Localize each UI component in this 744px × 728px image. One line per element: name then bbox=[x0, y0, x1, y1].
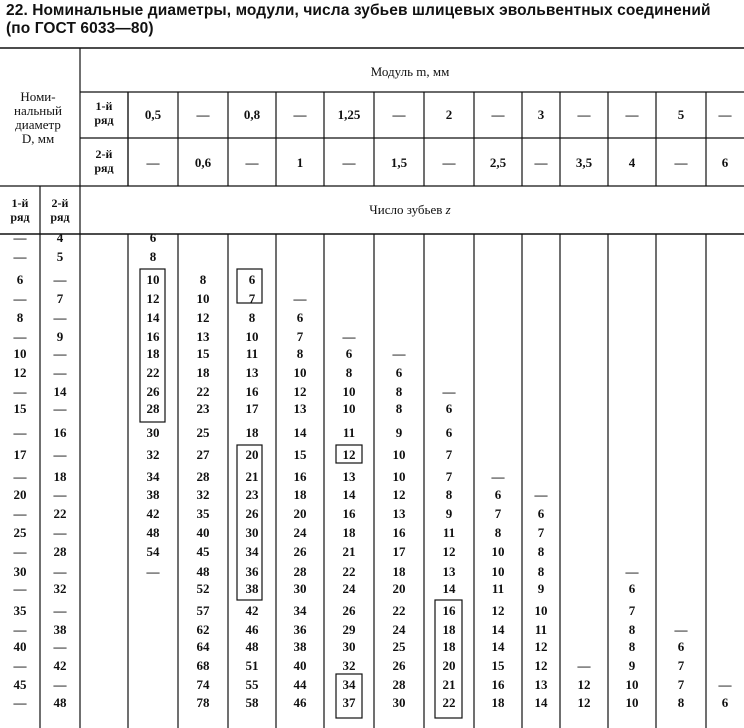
teeth-count: 8 bbox=[345, 365, 353, 380]
teeth-count: 7 bbox=[494, 506, 502, 521]
teeth-count: 10 bbox=[534, 603, 548, 618]
nominal-diameter-label: Номи- bbox=[20, 89, 56, 104]
teeth-count: 25 bbox=[196, 425, 210, 440]
teeth-count: 7 bbox=[628, 603, 636, 618]
teeth-count: 27 bbox=[196, 447, 210, 462]
diameter-series2: — bbox=[53, 346, 67, 361]
diameter-series1: 25 bbox=[13, 525, 27, 540]
teeth-count: 21 bbox=[245, 469, 259, 484]
module-row1-value: 1,25 bbox=[337, 107, 361, 122]
teeth-count: 6 bbox=[445, 401, 453, 416]
module-row1-value: — bbox=[196, 107, 210, 122]
teeth-count: 16 bbox=[342, 506, 356, 521]
diameter-series1: 12 bbox=[13, 365, 27, 380]
teeth-count: 42 bbox=[245, 603, 259, 618]
teeth-count: 15 bbox=[293, 447, 307, 462]
teeth-count: 18 bbox=[146, 346, 160, 361]
diameter-series2: — bbox=[53, 677, 67, 692]
teeth-count: 13 bbox=[442, 564, 456, 579]
teeth-count: 32 bbox=[342, 658, 356, 673]
nominal-diameter-label: D, мм bbox=[21, 131, 55, 146]
diameter-series2: 14 bbox=[53, 384, 67, 399]
teeth-count: — bbox=[674, 622, 688, 637]
teeth-count: 10 bbox=[392, 469, 406, 484]
teeth-count: 18 bbox=[245, 425, 259, 440]
teeth-count: 12 bbox=[342, 447, 356, 462]
teeth-count: 48 bbox=[146, 525, 160, 540]
teeth-count: 16 bbox=[146, 329, 160, 344]
teeth-count: 18 bbox=[293, 487, 307, 502]
teeth-count: 11 bbox=[491, 581, 505, 596]
module-row2-value: 6 bbox=[721, 155, 729, 170]
teeth-count: 20 bbox=[392, 581, 406, 596]
nominal-diameter-label: нальный bbox=[14, 103, 62, 118]
teeth-count: 30 bbox=[342, 639, 356, 654]
teeth-count: 44 bbox=[293, 677, 307, 692]
teeth-count: 28 bbox=[196, 469, 210, 484]
teeth-count: 7 bbox=[296, 329, 304, 344]
teeth-count: 54 bbox=[146, 544, 160, 559]
diameter-series2: 4 bbox=[56, 230, 64, 245]
teeth-count: 10 bbox=[293, 365, 307, 380]
teeth-count: 8 bbox=[628, 622, 636, 637]
teeth-count: 35 bbox=[196, 506, 210, 521]
series2-label: 2-й bbox=[51, 196, 69, 210]
teeth-count: 29 bbox=[342, 622, 356, 637]
teeth-count: 6 bbox=[721, 695, 729, 710]
module-row2-value: 1,5 bbox=[390, 155, 408, 170]
teeth-count: 68 bbox=[196, 658, 210, 673]
teeth-count: 16 bbox=[245, 384, 259, 399]
teeth-count: 8 bbox=[445, 487, 453, 502]
teeth-count: 64 bbox=[196, 639, 210, 654]
teeth-count: 6 bbox=[494, 487, 502, 502]
teeth-count: 30 bbox=[293, 581, 307, 596]
teeth-count: 8 bbox=[149, 249, 157, 264]
teeth-count: 11 bbox=[534, 622, 548, 637]
diameter-series2: — bbox=[53, 365, 67, 380]
teeth-count: 16 bbox=[392, 525, 406, 540]
teeth-count: 13 bbox=[534, 677, 548, 692]
teeth-count: 10 bbox=[392, 447, 406, 462]
diameter-series1: 10 bbox=[13, 346, 27, 361]
teeth-count: 12 bbox=[196, 310, 210, 325]
teeth-count-label: Число зубьев z bbox=[369, 202, 451, 217]
diameter-series2: 7 bbox=[56, 291, 64, 306]
teeth-count: 26 bbox=[342, 603, 356, 618]
teeth-count: 32 bbox=[146, 447, 160, 462]
teeth-count: 38 bbox=[245, 581, 259, 596]
teeth-count: — bbox=[392, 346, 406, 361]
teeth-count: 26 bbox=[293, 544, 307, 559]
teeth-count: 30 bbox=[146, 425, 160, 440]
teeth-count: — bbox=[577, 658, 591, 673]
teeth-count: 74 bbox=[196, 677, 210, 692]
module-row1-value: 2 bbox=[445, 107, 453, 122]
teeth-count: 14 bbox=[442, 581, 456, 596]
teeth-count: 21 bbox=[442, 677, 456, 692]
teeth-count: 7 bbox=[445, 447, 453, 462]
diameter-series1: 8 bbox=[16, 310, 24, 325]
teeth-count: 48 bbox=[196, 564, 210, 579]
row2-label: 2-й bbox=[95, 147, 113, 161]
teeth-count: 62 bbox=[196, 622, 210, 637]
teeth-count: 10 bbox=[146, 272, 160, 287]
teeth-count: 28 bbox=[293, 564, 307, 579]
diameter-series1: — bbox=[13, 230, 27, 245]
diameter-series1: — bbox=[13, 658, 27, 673]
teeth-count: 36 bbox=[293, 622, 307, 637]
teeth-count: 28 bbox=[146, 401, 160, 416]
module-row1-value: — bbox=[577, 107, 591, 122]
diameter-series1: — bbox=[13, 622, 27, 637]
diameter-series2: — bbox=[53, 310, 67, 325]
teeth-count: 18 bbox=[442, 639, 456, 654]
teeth-count: 17 bbox=[245, 401, 259, 416]
teeth-count: 16 bbox=[442, 603, 456, 618]
teeth-count: 20 bbox=[245, 447, 259, 462]
diameter-series1: — bbox=[13, 469, 27, 484]
teeth-count: 7 bbox=[248, 291, 256, 306]
teeth-count: 22 bbox=[146, 365, 160, 380]
module-row1-value: — bbox=[491, 107, 505, 122]
teeth-count: 18 bbox=[196, 365, 210, 380]
teeth-count: — bbox=[718, 677, 732, 692]
diameter-series1: 30 bbox=[13, 564, 27, 579]
teeth-count: 34 bbox=[293, 603, 307, 618]
teeth-count: 10 bbox=[196, 291, 210, 306]
teeth-count: 18 bbox=[442, 622, 456, 637]
diameter-series1: — bbox=[13, 581, 27, 596]
diameter-series2: — bbox=[53, 603, 67, 618]
teeth-count: 25 bbox=[392, 639, 406, 654]
teeth-count: 32 bbox=[196, 487, 210, 502]
module-row2-value: 3,5 bbox=[575, 155, 593, 170]
nominal-diameter-label: диаметр bbox=[15, 117, 61, 132]
teeth-count: 6 bbox=[677, 639, 685, 654]
teeth-count: 22 bbox=[392, 603, 406, 618]
teeth-count: 26 bbox=[146, 384, 160, 399]
row1-label: 1-й bbox=[95, 99, 113, 113]
teeth-count: 6 bbox=[296, 310, 304, 325]
diameter-series1: — bbox=[13, 695, 27, 710]
teeth-count: 30 bbox=[392, 695, 406, 710]
teeth-count: 52 bbox=[196, 581, 210, 596]
title-line-2: (по ГОСТ 6033—80) bbox=[6, 20, 154, 37]
teeth-count: 6 bbox=[149, 230, 157, 245]
diameter-series2: — bbox=[53, 272, 67, 287]
teeth-count: 45 bbox=[196, 544, 210, 559]
teeth-count: 55 bbox=[245, 677, 259, 692]
teeth-count: 23 bbox=[245, 487, 259, 502]
teeth-count: 38 bbox=[293, 639, 307, 654]
module-row2-value: — bbox=[442, 155, 456, 170]
teeth-count: 14 bbox=[342, 487, 356, 502]
teeth-count: 9 bbox=[537, 581, 545, 596]
teeth-count: 13 bbox=[196, 329, 210, 344]
teeth-count: 8 bbox=[494, 525, 502, 540]
diameter-series2: 18 bbox=[53, 469, 67, 484]
teeth-count: — bbox=[442, 384, 456, 399]
diameter-series1: 35 bbox=[13, 603, 27, 618]
teeth-count: 34 bbox=[245, 544, 259, 559]
teeth-count: 11 bbox=[245, 346, 259, 361]
diameter-series2: — bbox=[53, 525, 67, 540]
teeth-count: 14 bbox=[534, 695, 548, 710]
teeth-count: 14 bbox=[491, 639, 505, 654]
teeth-count: 58 bbox=[245, 695, 259, 710]
teeth-count: 9 bbox=[395, 425, 403, 440]
teeth-count: 20 bbox=[293, 506, 307, 521]
teeth-count: 24 bbox=[342, 581, 356, 596]
diameter-series1: 6 bbox=[16, 272, 24, 287]
teeth-count: 6 bbox=[248, 272, 256, 287]
module-row1-value: — bbox=[625, 107, 639, 122]
teeth-count: 24 bbox=[293, 525, 307, 540]
teeth-count: 20 bbox=[442, 658, 456, 673]
diameter-series2: — bbox=[53, 447, 67, 462]
teeth-count: 13 bbox=[342, 469, 356, 484]
diameter-series1: — bbox=[13, 329, 27, 344]
module-row1-value: 3 bbox=[537, 107, 545, 122]
teeth-count: 7 bbox=[677, 677, 685, 692]
teeth-count: 8 bbox=[395, 384, 403, 399]
teeth-count: 46 bbox=[293, 695, 307, 710]
module-row2-value: 0,6 bbox=[194, 155, 212, 170]
teeth-count: 7 bbox=[445, 469, 453, 484]
teeth-count: 13 bbox=[245, 365, 259, 380]
teeth-count: 6 bbox=[445, 425, 453, 440]
teeth-count: 34 bbox=[146, 469, 160, 484]
teeth-count: 8 bbox=[537, 564, 545, 579]
teeth-count: 6 bbox=[345, 346, 353, 361]
teeth-count: 8 bbox=[677, 695, 685, 710]
module-row2-value: 4 bbox=[628, 155, 636, 170]
teeth-count: 42 bbox=[146, 506, 160, 521]
teeth-count: 12 bbox=[577, 677, 591, 692]
teeth-count: 12 bbox=[534, 658, 548, 673]
diameter-series2: — bbox=[53, 564, 67, 579]
teeth-count: 11 bbox=[342, 425, 356, 440]
teeth-count: 8 bbox=[395, 401, 403, 416]
teeth-count: 57 bbox=[196, 603, 210, 618]
teeth-count: 22 bbox=[196, 384, 210, 399]
diameter-series2: 28 bbox=[53, 544, 67, 559]
teeth-count: 18 bbox=[491, 695, 505, 710]
diameter-series2: — bbox=[53, 487, 67, 502]
teeth-count: 22 bbox=[442, 695, 456, 710]
teeth-count: 14 bbox=[491, 622, 505, 637]
module-row2-value: 2,5 bbox=[489, 155, 507, 170]
series1-label: ряд bbox=[10, 210, 30, 224]
diameter-series2: 16 bbox=[53, 425, 67, 440]
teeth-count: 40 bbox=[196, 525, 210, 540]
module-row2-value: — bbox=[245, 155, 259, 170]
teeth-count: 7 bbox=[677, 658, 685, 673]
teeth-count: 12 bbox=[146, 291, 160, 306]
diameter-series2: 22 bbox=[53, 506, 67, 521]
module-row1-value: — bbox=[718, 107, 732, 122]
teeth-count: 10 bbox=[491, 564, 505, 579]
teeth-count: 78 bbox=[196, 695, 210, 710]
row1-label: ряд bbox=[94, 113, 114, 127]
module-row2-value: 1 bbox=[296, 155, 304, 170]
teeth-count: 16 bbox=[491, 677, 505, 692]
teeth-count: 8 bbox=[199, 272, 207, 287]
teeth-count: 10 bbox=[245, 329, 259, 344]
diameter-series2: 38 bbox=[53, 622, 67, 637]
row2-label: ряд bbox=[94, 161, 114, 175]
teeth-count: 14 bbox=[146, 310, 160, 325]
teeth-count: 6 bbox=[395, 365, 403, 380]
module-row2-value: — bbox=[342, 155, 356, 170]
teeth-count: 38 bbox=[146, 487, 160, 502]
module-row1-value: 0,5 bbox=[144, 107, 162, 122]
diameter-series1: — bbox=[13, 506, 27, 521]
teeth-count: 21 bbox=[342, 544, 356, 559]
teeth-count: 8 bbox=[296, 346, 304, 361]
teeth-count: 26 bbox=[392, 658, 406, 673]
teeth-count: — bbox=[146, 564, 160, 579]
diameter-series2: 9 bbox=[56, 329, 64, 344]
teeth-count: 8 bbox=[248, 310, 256, 325]
teeth-count: — bbox=[625, 564, 639, 579]
teeth-count: 15 bbox=[491, 658, 505, 673]
diameter-series1: 17 bbox=[13, 447, 27, 462]
teeth-count: 22 bbox=[342, 564, 356, 579]
diameter-series2: — bbox=[53, 401, 67, 416]
teeth-count: 10 bbox=[625, 677, 639, 692]
diameter-series2: 32 bbox=[53, 581, 67, 596]
teeth-count: 48 bbox=[245, 639, 259, 654]
teeth-count: 7 bbox=[537, 525, 545, 540]
diameter-series2: 5 bbox=[56, 249, 64, 264]
diameter-series1: 15 bbox=[13, 401, 27, 416]
teeth-count: 10 bbox=[625, 695, 639, 710]
diameter-series1: 20 bbox=[13, 487, 27, 502]
teeth-count: 13 bbox=[392, 506, 406, 521]
module-row2-value: — bbox=[674, 155, 688, 170]
teeth-count: 15 bbox=[196, 346, 210, 361]
teeth-count: 9 bbox=[628, 658, 636, 673]
teeth-count: 8 bbox=[537, 544, 545, 559]
teeth-count: 12 bbox=[442, 544, 456, 559]
teeth-count: 37 bbox=[342, 695, 356, 710]
module-row1-value: 0,8 bbox=[243, 107, 261, 122]
teeth-count: 16 bbox=[293, 469, 307, 484]
teeth-count: 6 bbox=[628, 581, 636, 596]
teeth-count: 17 bbox=[392, 544, 406, 559]
diameter-series2: 42 bbox=[53, 658, 67, 673]
teeth-count: 18 bbox=[392, 564, 406, 579]
diameter-series2: 48 bbox=[53, 695, 67, 710]
teeth-count: 14 bbox=[293, 425, 307, 440]
teeth-count: — bbox=[293, 291, 307, 306]
teeth-count: 8 bbox=[628, 639, 636, 654]
diameter-series2: — bbox=[53, 639, 67, 654]
teeth-count: 6 bbox=[537, 506, 545, 521]
teeth-count: 34 bbox=[342, 677, 356, 692]
series2-label: ряд bbox=[50, 210, 70, 224]
teeth-count: 10 bbox=[342, 384, 356, 399]
teeth-count: — bbox=[342, 329, 356, 344]
teeth-count: 10 bbox=[342, 401, 356, 416]
teeth-count: 13 bbox=[293, 401, 307, 416]
teeth-count: 11 bbox=[442, 525, 456, 540]
module-row2-value: — bbox=[146, 155, 160, 170]
teeth-count: 36 bbox=[245, 564, 259, 579]
teeth-count: 12 bbox=[534, 639, 548, 654]
teeth-count: 18 bbox=[342, 525, 356, 540]
teeth-count: 51 bbox=[245, 658, 259, 673]
diameter-series1: — bbox=[13, 544, 27, 559]
module-row2-value: — bbox=[534, 155, 548, 170]
teeth-count: 12 bbox=[392, 487, 406, 502]
teeth-count: 40 bbox=[293, 658, 307, 673]
teeth-count: 26 bbox=[245, 506, 259, 521]
module-row1-value: 5 bbox=[677, 107, 685, 122]
diameter-series1: — bbox=[13, 291, 27, 306]
title-line-1: 22. Номинальные диаметры, модули, числа зубьев шлицевых эвольвентных соединений bbox=[6, 2, 711, 19]
teeth-count: 24 bbox=[392, 622, 406, 637]
teeth-count: 12 bbox=[577, 695, 591, 710]
teeth-count: 10 bbox=[491, 544, 505, 559]
teeth-count: 9 bbox=[445, 506, 453, 521]
teeth-count: — bbox=[491, 469, 505, 484]
diameter-series1: — bbox=[13, 384, 27, 399]
teeth-count: 28 bbox=[392, 677, 406, 692]
diameter-series1: 40 bbox=[13, 639, 27, 654]
teeth-count: 23 bbox=[196, 401, 210, 416]
diameter-series1: — bbox=[13, 425, 27, 440]
module-row1-value: — bbox=[293, 107, 307, 122]
teeth-count: 12 bbox=[491, 603, 505, 618]
teeth-count: 46 bbox=[245, 622, 259, 637]
teeth-count: 30 bbox=[245, 525, 259, 540]
module-row1-value: — bbox=[392, 107, 406, 122]
teeth-count: 12 bbox=[293, 384, 307, 399]
diameter-series1: — bbox=[13, 249, 27, 264]
diameter-series1: 45 bbox=[13, 677, 27, 692]
teeth-count: — bbox=[534, 487, 548, 502]
series1-label: 1-й bbox=[11, 196, 29, 210]
module-label: Модуль m, мм bbox=[370, 64, 450, 79]
